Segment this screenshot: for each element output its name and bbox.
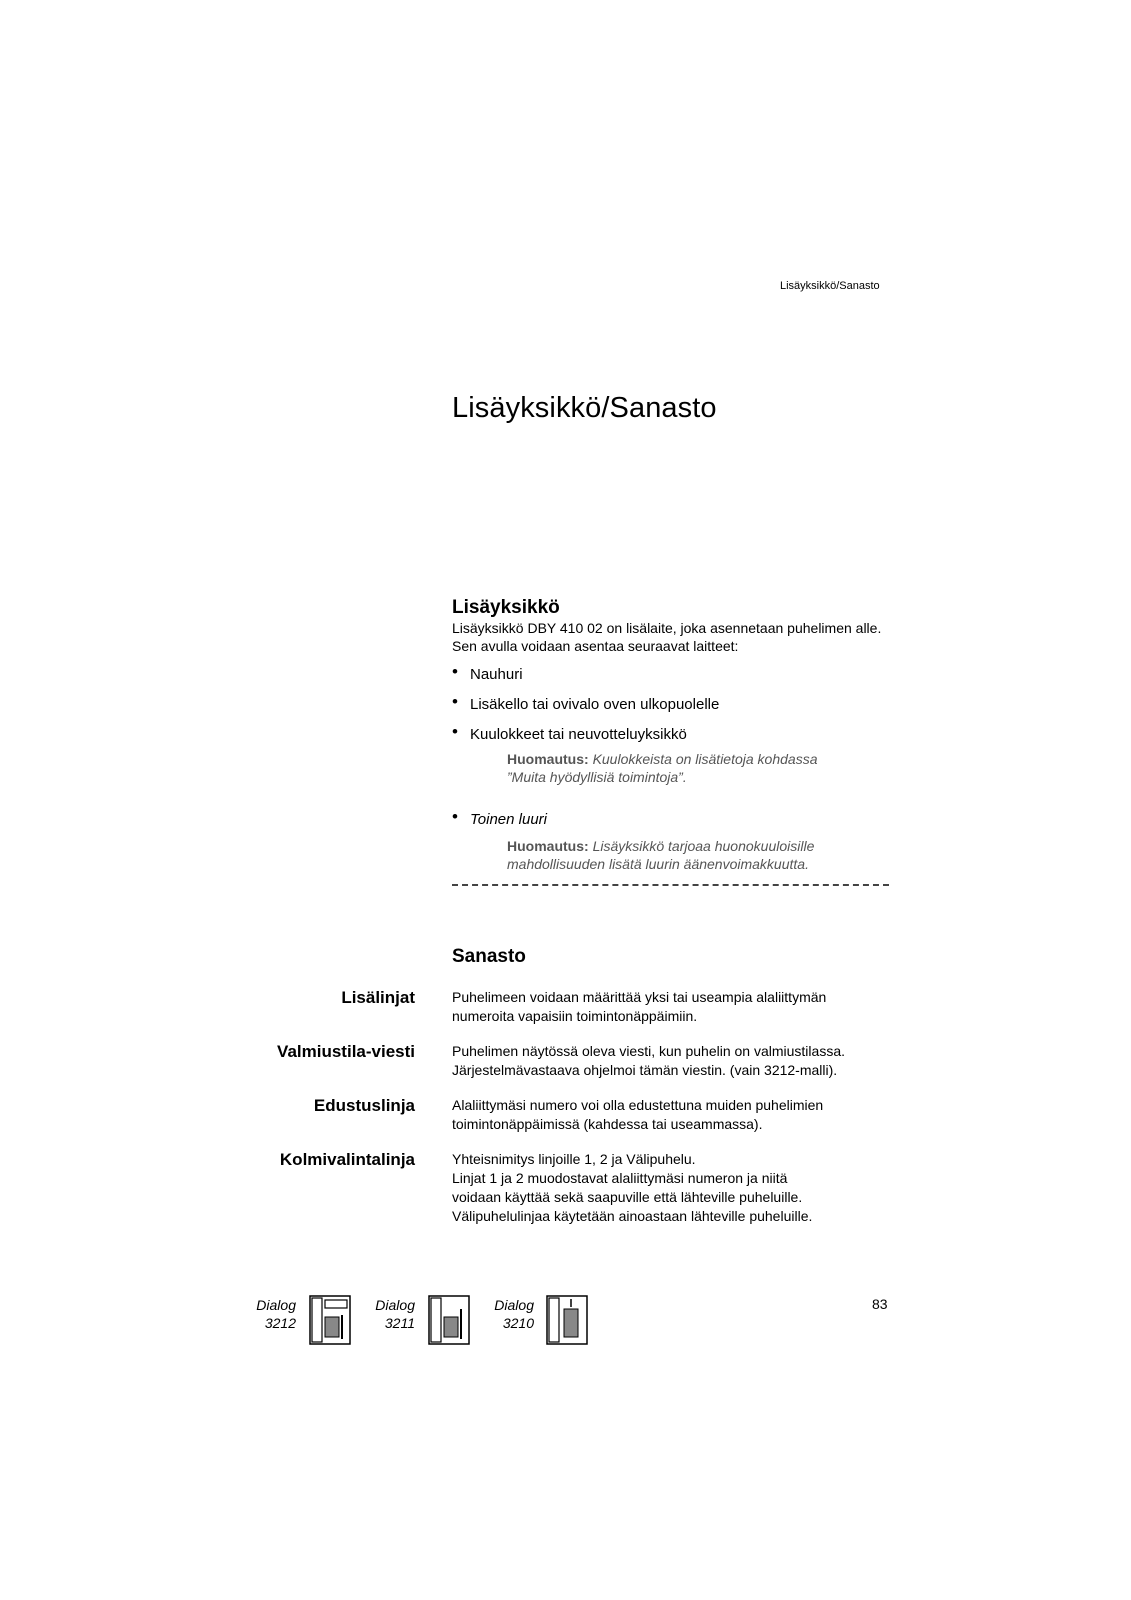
glossary-term: Kolmivalintalinja <box>279 1150 415 1169</box>
model-number: 3211 <box>384 1315 415 1331</box>
definition-line: Puhelimen näytössä oleva viesti, kun puhelin on valmiustilassa. <box>452 1043 845 1059</box>
note-label: Huomautus: <box>507 838 589 854</box>
glossary-term: Lisälinjat <box>341 988 415 1007</box>
page-number: 83 <box>872 1296 888 1312</box>
glossary-definition <box>452 1042 845 1080</box>
model-label-3212 <box>246 1296 296 1332</box>
glossary-definition <box>452 1096 823 1134</box>
note-headphones <box>507 750 817 786</box>
note-line: mahdollisuuden lisätä luurin äänenvoimakkuutta. <box>507 856 809 872</box>
note-line: ”Muita hyödyllisiä toimintoja”. <box>507 769 687 785</box>
glossary-term: Valmiustila-viesti <box>277 1042 415 1061</box>
model-name: Dialog <box>375 1297 415 1313</box>
note-line <box>507 837 814 855</box>
intro-line-1: Lisäyksikkö DBY 410 02 on lisälaite, joka asennetaan puhelimen alle. <box>452 620 882 636</box>
bullet-dot: • <box>452 807 458 826</box>
definition-line: Järjestelmävastaava ohjelmoi tämän viestin. (vain 3212-malli). <box>452 1062 838 1078</box>
note-handset <box>507 837 814 873</box>
definition-line: voidaan käyttää sekä saapuville että lähteville puheluille. <box>452 1189 803 1205</box>
bullet-dot: • <box>452 662 458 681</box>
glossary-definition <box>452 1150 812 1226</box>
bullet-text: Kuulokkeet tai neuvotteluyksikkö <box>470 726 687 743</box>
model-name: Dialog <box>494 1297 534 1313</box>
definition-line: Yhteisnimitys linjoille 1, 2 ja Välipuhelu. <box>452 1151 696 1167</box>
chapter-title: Lisäyksikkö/Sanasto <box>452 392 717 424</box>
section-divider <box>452 884 889 886</box>
note-label: Huomautus: <box>507 751 589 767</box>
running-header: Lisäyksikkö/Sanasto <box>780 280 880 292</box>
definition-line: Alaliittymäsi numero voi olla edustettuna muiden puhelimien <box>452 1097 824 1113</box>
model-label-3210 <box>484 1296 534 1332</box>
bullet-text: Toinen luuri <box>470 811 547 828</box>
model-name: Dialog <box>256 1297 296 1313</box>
bullet-text: Nauhuri <box>470 666 523 683</box>
bullet-dot: • <box>452 722 458 741</box>
bullet-text: Lisäkello tai ovivalo oven ulkopuolelle <box>470 696 720 713</box>
phone-3210-icon <box>546 1295 588 1345</box>
glossary-term: Edustuslinja <box>313 1096 415 1115</box>
definition-line: Välipuhelulinjaa käytetään ainoastaan lähteville puheluille. <box>452 1208 813 1224</box>
phone-3212-icon <box>309 1295 351 1345</box>
glossary-definition <box>452 988 826 1026</box>
definition-line: Linjat 1 ja 2 muodostavat alaliittymäsi numeron ja niitä <box>452 1170 788 1186</box>
definition-line: Puhelimeen voidaan määrittää yksi tai useampia alaliittymän <box>452 989 827 1005</box>
section-heading-lisayksikko: Lisäyksikkö <box>452 597 560 618</box>
section-heading-sanasto: Sanasto <box>452 946 526 967</box>
note-text: Lisäyksikkö tarjoaa huonokuuloisille <box>592 838 815 854</box>
phone-3211-icon <box>428 1295 470 1345</box>
model-label-3211 <box>365 1296 415 1332</box>
definition-line: toimintonäppäimissä (kahdessa tai useammassa). <box>452 1116 763 1132</box>
model-number: 3210 <box>502 1315 534 1331</box>
note-text: Kuulokkeista on lisätietoja kohdassa <box>592 751 818 767</box>
definition-line: numeroita vapaisiin toimintonäppäimiin. <box>452 1008 698 1024</box>
bullet-dot: • <box>452 692 458 711</box>
note-line <box>507 750 817 768</box>
model-number: 3212 <box>264 1315 296 1331</box>
intro-line-2: Sen avulla voidaan asentaa seuraavat laitteet: <box>452 638 739 654</box>
